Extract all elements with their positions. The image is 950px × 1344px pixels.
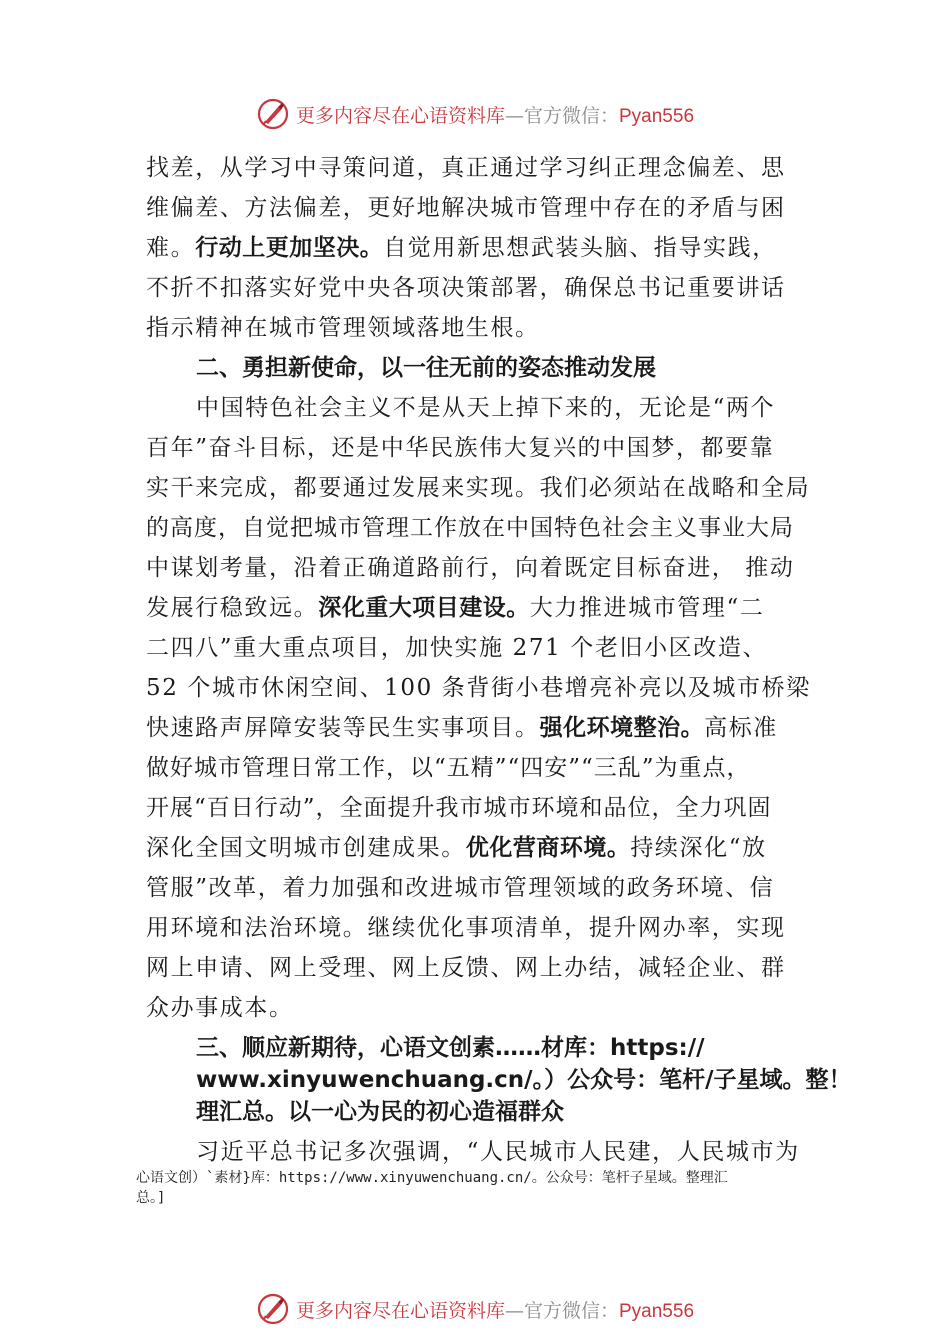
text-line: 的高度，自觉把城市管理工作放在中国特色社会主义事业大局 — [146, 515, 794, 541]
paragraph-2 — [146, 388, 816, 1028]
text-line: 52 个城市休闲空间、100 条背街小巷增亮补亮以及城市桥梁 — [146, 675, 811, 701]
text-line — [146, 588, 816, 628]
banner-dash: — — [504, 1299, 524, 1322]
text-line: 中谋划考量，沿着正确道路前行，向着既定目标奋进， 推动 — [146, 555, 795, 581]
text-line: 实干来完成，都要通过发展来实现。我们必须站在战略和全局 — [146, 475, 811, 501]
text-run: 难。 — [146, 235, 196, 261]
pen-logo-icon — [256, 1292, 290, 1326]
text-line: 不折不扣落实好党中央各项决策部署，确保总书记重要讲话 — [146, 275, 786, 301]
bold-phrase: 深化重大项目建设。 — [318, 595, 530, 621]
banner-text — [296, 1296, 694, 1323]
text-run: 高标准 — [704, 715, 778, 741]
heading-line: www.xinyuwenchuang.cn/。）公众号：笔杆/子星域。整！ — [196, 1067, 852, 1093]
pen-logo-icon — [256, 97, 290, 131]
text-line: 找差，从学习中寻策问道，真正通过学习纠正理念偏差、思 — [146, 155, 786, 181]
text-line: 二四八”重大重点项目，加快实施 271 个老旧小区改造、 — [146, 635, 768, 661]
text-line — [146, 828, 816, 868]
text-line: 开展“百日行动”，全面提升我市城市环境和品位，全力巩固 — [146, 795, 772, 821]
heading-line: 三、顺应新期待，心语文创素……材库：https:// — [196, 1035, 705, 1061]
text-line: 维偏差、方法偏差，更好地解决城市管理中存在的矛盾与困 — [146, 195, 786, 221]
banner-wechat-id: Pyan556 — [619, 105, 695, 127]
footnote-line: 心语文创）`素材}库：https://www.xinyuwenchuang.cn/。公众号：笔杆子星域。整理汇 — [136, 1170, 728, 1186]
text-line: 百年”奋斗目标，还是中华民族伟大复兴的中国梦，都要靠 — [146, 435, 775, 461]
banner-main-text: 更多内容尽在心语资料库 — [295, 104, 505, 127]
bold-phrase: 优化营商环境。 — [465, 835, 631, 861]
heading-line: 理汇总。以一心为民的初心造福群众 — [196, 1099, 564, 1125]
text-line: 中国特色社会主义不是从天上掉下来的，无论是“两个 — [196, 395, 776, 421]
text-line: 用环境和法治环境。继续优化事项清单，提升网办率，实现 — [146, 915, 786, 941]
banner-main-text: 更多内容尽在心语资料库 — [295, 1299, 505, 1322]
bold-phrase: 行动上更加坚决。 — [195, 235, 384, 261]
text-run: 自觉用新思想武装头脑、指导实践， — [383, 235, 777, 261]
footnote — [136, 1168, 826, 1208]
section-heading-3 — [146, 1032, 852, 1128]
text-line: 网上申请、网上受理、网上反馈、网上办结，减轻企业、群 — [146, 955, 786, 981]
text-line: 习近平总书记多次强调，“人民城市人民建，人民城市为 — [196, 1139, 800, 1165]
bold-phrase: 强化环境整治。 — [539, 715, 705, 741]
text-run: 快速路声屏障安装等民生实事项目。 — [146, 715, 540, 741]
banner-dash: — — [504, 104, 524, 127]
paragraph-1 — [146, 148, 816, 348]
text-line: 管服”改革，着力加强和改进城市管理领域的政务环境、信 — [146, 875, 775, 901]
text-run: 持续深化“放 — [630, 835, 767, 861]
banner-wechat-id: Pyan556 — [619, 1300, 695, 1322]
text-run: 大力推进城市管理“二 — [529, 595, 765, 621]
header-banner — [0, 94, 950, 134]
section-heading-2: 二、勇担新使命，以一往无前的姿态推动发展 — [196, 355, 656, 381]
text-line: 众办事成本。 — [146, 995, 294, 1021]
text-line: 做好城市管理日常工作，以“五精”“四安”“三乱”为重点， — [146, 755, 751, 781]
text-line — [146, 228, 816, 268]
text-run: 发展行稳致远。 — [146, 595, 319, 621]
paragraph-3 — [146, 1132, 816, 1172]
banner-wechat-label: 官方微信： — [523, 1299, 619, 1322]
text-run: 深化全国文明城市创建成果。 — [146, 835, 466, 861]
banner-wechat-label: 官方微信： — [523, 104, 619, 127]
text-line — [146, 708, 816, 748]
footnote-line: 总。] — [136, 1190, 166, 1206]
banner-text — [296, 101, 694, 128]
document-body — [146, 148, 852, 1172]
text-line: 指示精神在城市管理领域落地生根。 — [146, 315, 540, 341]
footer-banner — [0, 1289, 950, 1329]
